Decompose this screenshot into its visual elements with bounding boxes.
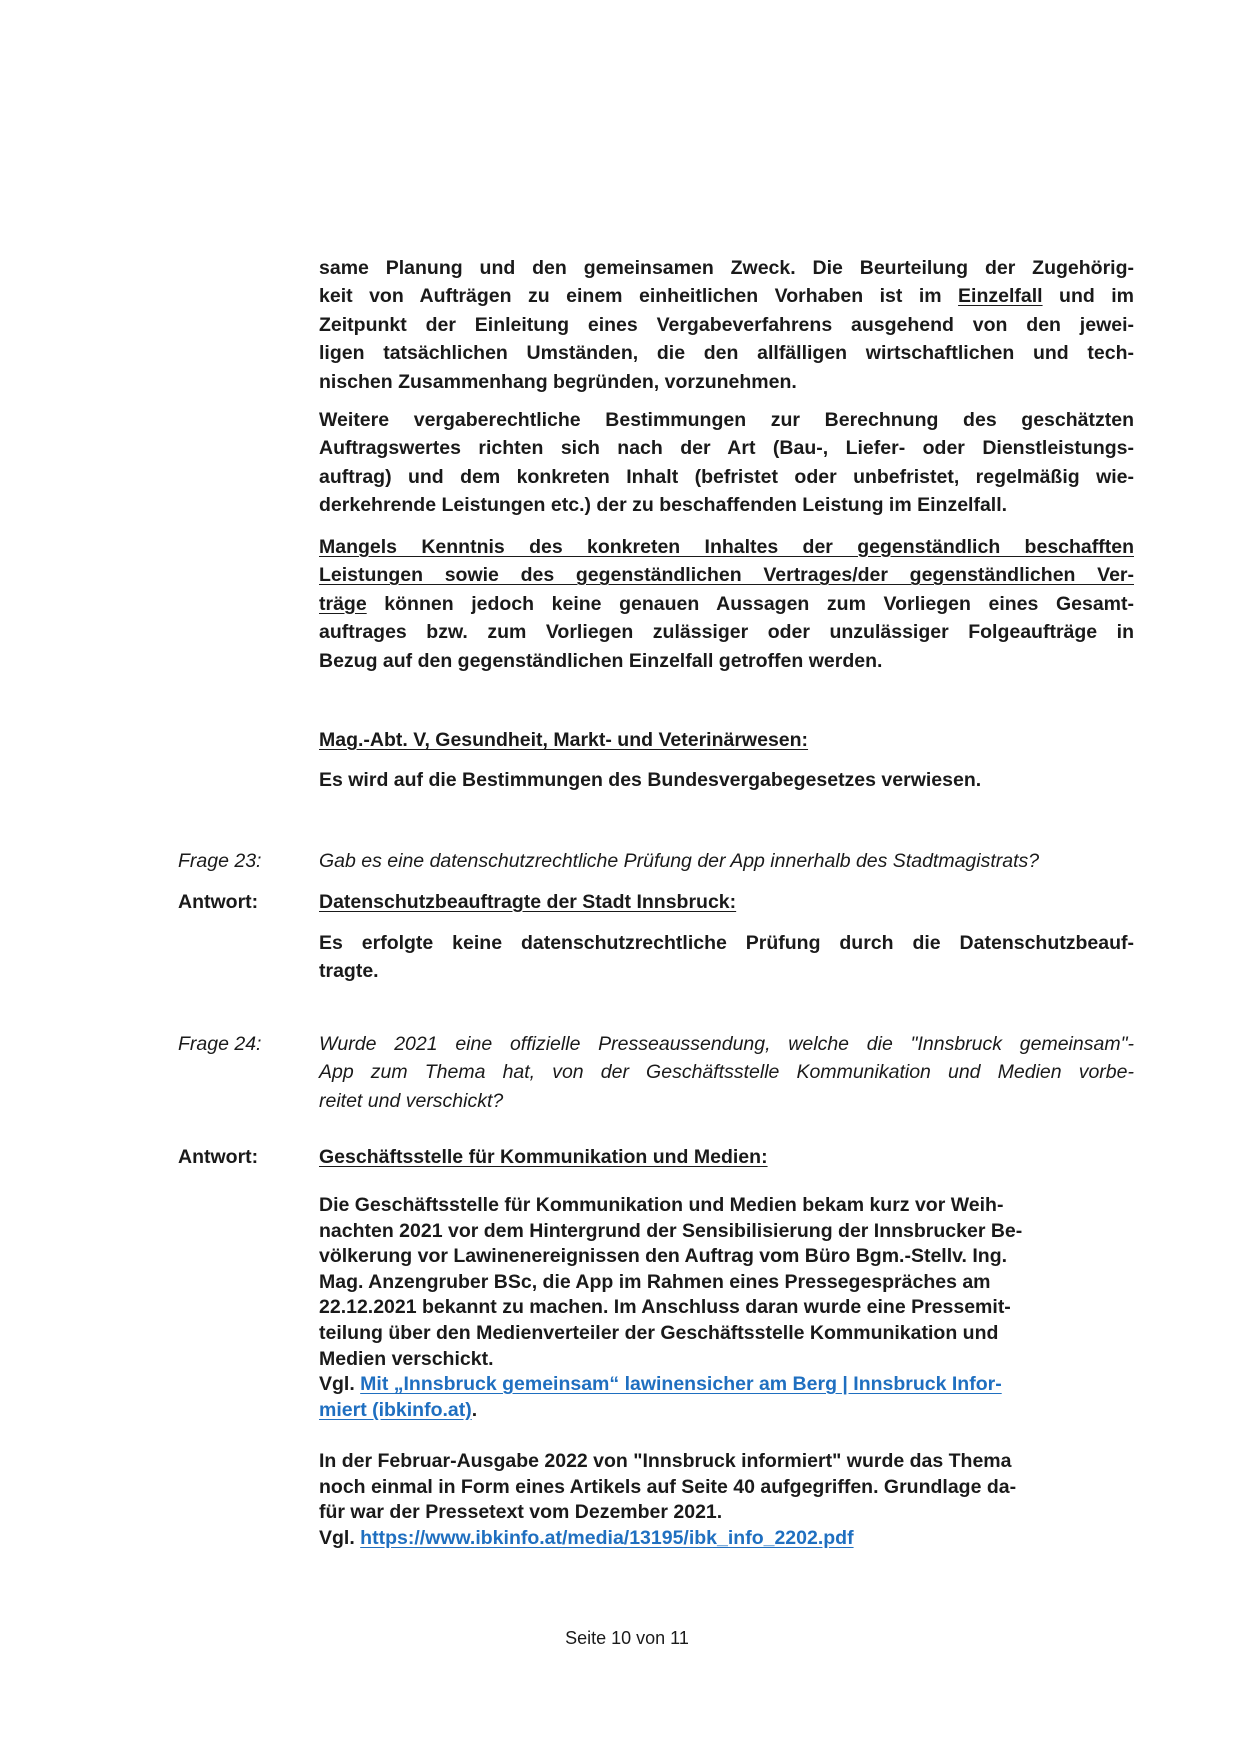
text-segment: auftrag) und dem konkreten Inhalt (befristet oder unbefristet, regelmäßig wie- [319, 465, 1134, 488]
text-line [319, 1087, 1134, 1115]
answer-24-label: Antwort: [178, 1146, 259, 1168]
text-line [319, 368, 1134, 396]
text-line [319, 1347, 1134, 1373]
text-line [319, 1030, 1134, 1058]
text-line [319, 533, 1134, 561]
text-segment: völkerung vor Lawinenereignissen den Auftrag vom Büro Bgm.-Stellv. Ing. [319, 1245, 1008, 1268]
text-segment: Es erfolgte keine datenschutzrechtliche Prüfung durch die Datenschutzbeauf- [319, 932, 1134, 954]
department-answer [319, 766, 1134, 794]
text-line [319, 1295, 1134, 1321]
text-line [319, 1219, 1134, 1245]
question-24-text [319, 1030, 1134, 1115]
answer-23-text [319, 929, 1134, 986]
text-segment: derkehrende Leistungen etc.) der zu beschaffenden Leistung im Einzelfall. [319, 494, 1008, 517]
text-segment: keit von Aufträgen zu einem einheitlichen Vorhaben ist im [319, 285, 959, 308]
text-line [319, 1449, 1134, 1475]
text-segment: Es wird auf die Bestimmungen des Bundesvergabegesetzes verwiesen. [319, 769, 982, 791]
text-segment: App zum Thema hat, von der Geschäftsstelle Kommunikation und Medien vorbe- [319, 1061, 1134, 1084]
question-23-label: Frage 23: [178, 850, 262, 872]
answer-24-text-2 [319, 1449, 1134, 1551]
text-line [319, 1526, 1134, 1552]
text-line [319, 618, 1134, 646]
text-line [319, 406, 1134, 434]
link[interactable]: Mit „Innsbruck gemeinsam“ lawinensicher am Berg | Innsbruck Infor- [360, 1373, 1002, 1396]
text-segment: Wurde 2021 eine offizielle Presseaussendung, welche die "Innsbruck gemeinsam"- [319, 1033, 1134, 1055]
text-segment: Gab es eine datenschutzrechtliche Prüfung der App innerhalb des Stadtmagistrats? [319, 850, 1040, 872]
text-segment: teilung über den Medienverteiler der Geschäftsstelle Kommunikation und [319, 1321, 999, 1344]
text-line [319, 1321, 1134, 1347]
text-line [319, 590, 1134, 618]
text-segment: 22.12.2021 bekannt zu machen. Im Anschluss daran wurde eine Pressemit- [319, 1296, 1011, 1319]
answer-24-text-1 [319, 1193, 1134, 1423]
underlined-text: Leistungen sowie des gegenständlichen Vertrages/der gegenständlichen Ver- [319, 564, 1134, 587]
text-line [319, 1143, 1134, 1171]
underlined-text: Datenschutzbeauftragte der Stadt Innsbruck: [319, 891, 737, 913]
text-segment: Auftragswertes richten sich nach der Art (Bau-, Liefer- oder Dienstleistungs- [319, 437, 1134, 460]
text-segment: nischen Zusammenhang begründen, vorzunehmen. [319, 370, 797, 393]
text-segment: Vgl. [319, 1373, 361, 1396]
text-line [319, 1475, 1134, 1501]
underlined-text: Geschäftsstelle für Kommunikation und Medien: [319, 1146, 768, 1168]
paragraph-no-knowledge [319, 533, 1134, 675]
text-segment: reitet und verschickt? [319, 1089, 504, 1112]
page-number: Seite 10 von 11 [565, 1628, 689, 1648]
text-line [319, 1398, 1134, 1424]
text-segment: . [471, 1398, 478, 1421]
text-line [319, 726, 1134, 754]
link[interactable]: https://www.ibkinfo.at/media/13195/ibk_info_2202.pdf [360, 1526, 854, 1549]
text-line [319, 1372, 1134, 1398]
text-line [319, 434, 1134, 462]
text-line [319, 561, 1134, 589]
underlined-text: Mag.-Abt. V, Gesundheit, Markt- und Veterinärwesen: [319, 729, 809, 751]
text-line [319, 1244, 1134, 1270]
text-segment: auftrages bzw. zum Vorliegen zulässiger oder unzulässiger Folgeaufträge in [319, 621, 1134, 644]
department-heading [319, 726, 1134, 754]
text-segment: nachten 2021 vor dem Hintergrund der Sensibilisierung der Innsbrucker Be- [319, 1219, 1023, 1242]
text-line [319, 282, 1134, 310]
text-segment: In der Februar-Ausgabe 2022 von "Innsbruck informiert" wurde das Thema [319, 1450, 1012, 1472]
text-segment: und im [1042, 285, 1135, 308]
paragraph-aggregation [319, 254, 1134, 396]
text-segment: Zeitpunkt der Einleitung eines Vergabeverfahrens ausgehend von den jewei- [319, 313, 1134, 336]
underlined-text: Mangels Kenntnis des konkreten Inhaltes der gegenständlich beschafften [319, 536, 1134, 558]
text-line [319, 647, 1134, 675]
question-24-label: Frage 24: [178, 1033, 262, 1055]
text-line [319, 766, 1134, 794]
text-line [319, 339, 1134, 367]
text-segment: ligen tatsächlichen Umständen, die den allfälligen wirtschaftlichen und tech- [319, 342, 1134, 365]
text-segment: Mag. Anzengruber BSc, die App im Rahmen eines Pressegespräches am [319, 1270, 991, 1293]
text-segment: Medien verschickt. [319, 1347, 494, 1370]
text-line [319, 1058, 1134, 1086]
question-23-text [319, 847, 1134, 875]
text-line [319, 929, 1134, 957]
text-line [319, 463, 1134, 491]
text-segment: noch einmal in Form eines Artikels auf Seite 40 aufgegriffen. Grundlage da- [319, 1475, 1017, 1498]
text-line [319, 311, 1134, 339]
text-segment: Bezug auf den gegenständlichen Einzelfall getroffen werden. [319, 649, 883, 672]
answer-23-label: Antwort: [178, 891, 259, 913]
text-line [319, 1193, 1134, 1219]
text-line [319, 847, 1134, 875]
text-segment: Weitere vergaberechtliche Bestimmungen zur Berechnung des geschätzten [319, 409, 1134, 431]
answer-24-heading [319, 1143, 1134, 1171]
text-line [319, 888, 1134, 916]
text-segment: Die Geschäftsstelle für Kommunikation und Medien bekam kurz vor Weih- [319, 1194, 1004, 1216]
text-line [319, 1270, 1134, 1296]
answer-23-heading [319, 888, 1134, 916]
text-line [319, 957, 1134, 985]
text-segment: tragte. [319, 960, 379, 983]
underlined-text: Einzelfall [958, 285, 1043, 308]
text-segment: same Planung und den gemeinsamen Zweck. Die Beurteilung der Zugehörig- [319, 257, 1134, 279]
text-line [319, 1500, 1134, 1526]
text-segment: für war der Pressetext vom Dezember 2021. [319, 1501, 723, 1524]
link[interactable]: miert (ibkinfo.at) [319, 1398, 472, 1421]
text-line [319, 491, 1134, 519]
text-line [319, 254, 1134, 282]
underlined-text: träge [319, 592, 367, 615]
text-segment: Vgl. [319, 1526, 361, 1549]
text-segment: können jedoch keine genauen Aussagen zum Vorliegen eines Gesamt- [366, 592, 1134, 615]
paragraph-contract-value [319, 406, 1134, 520]
